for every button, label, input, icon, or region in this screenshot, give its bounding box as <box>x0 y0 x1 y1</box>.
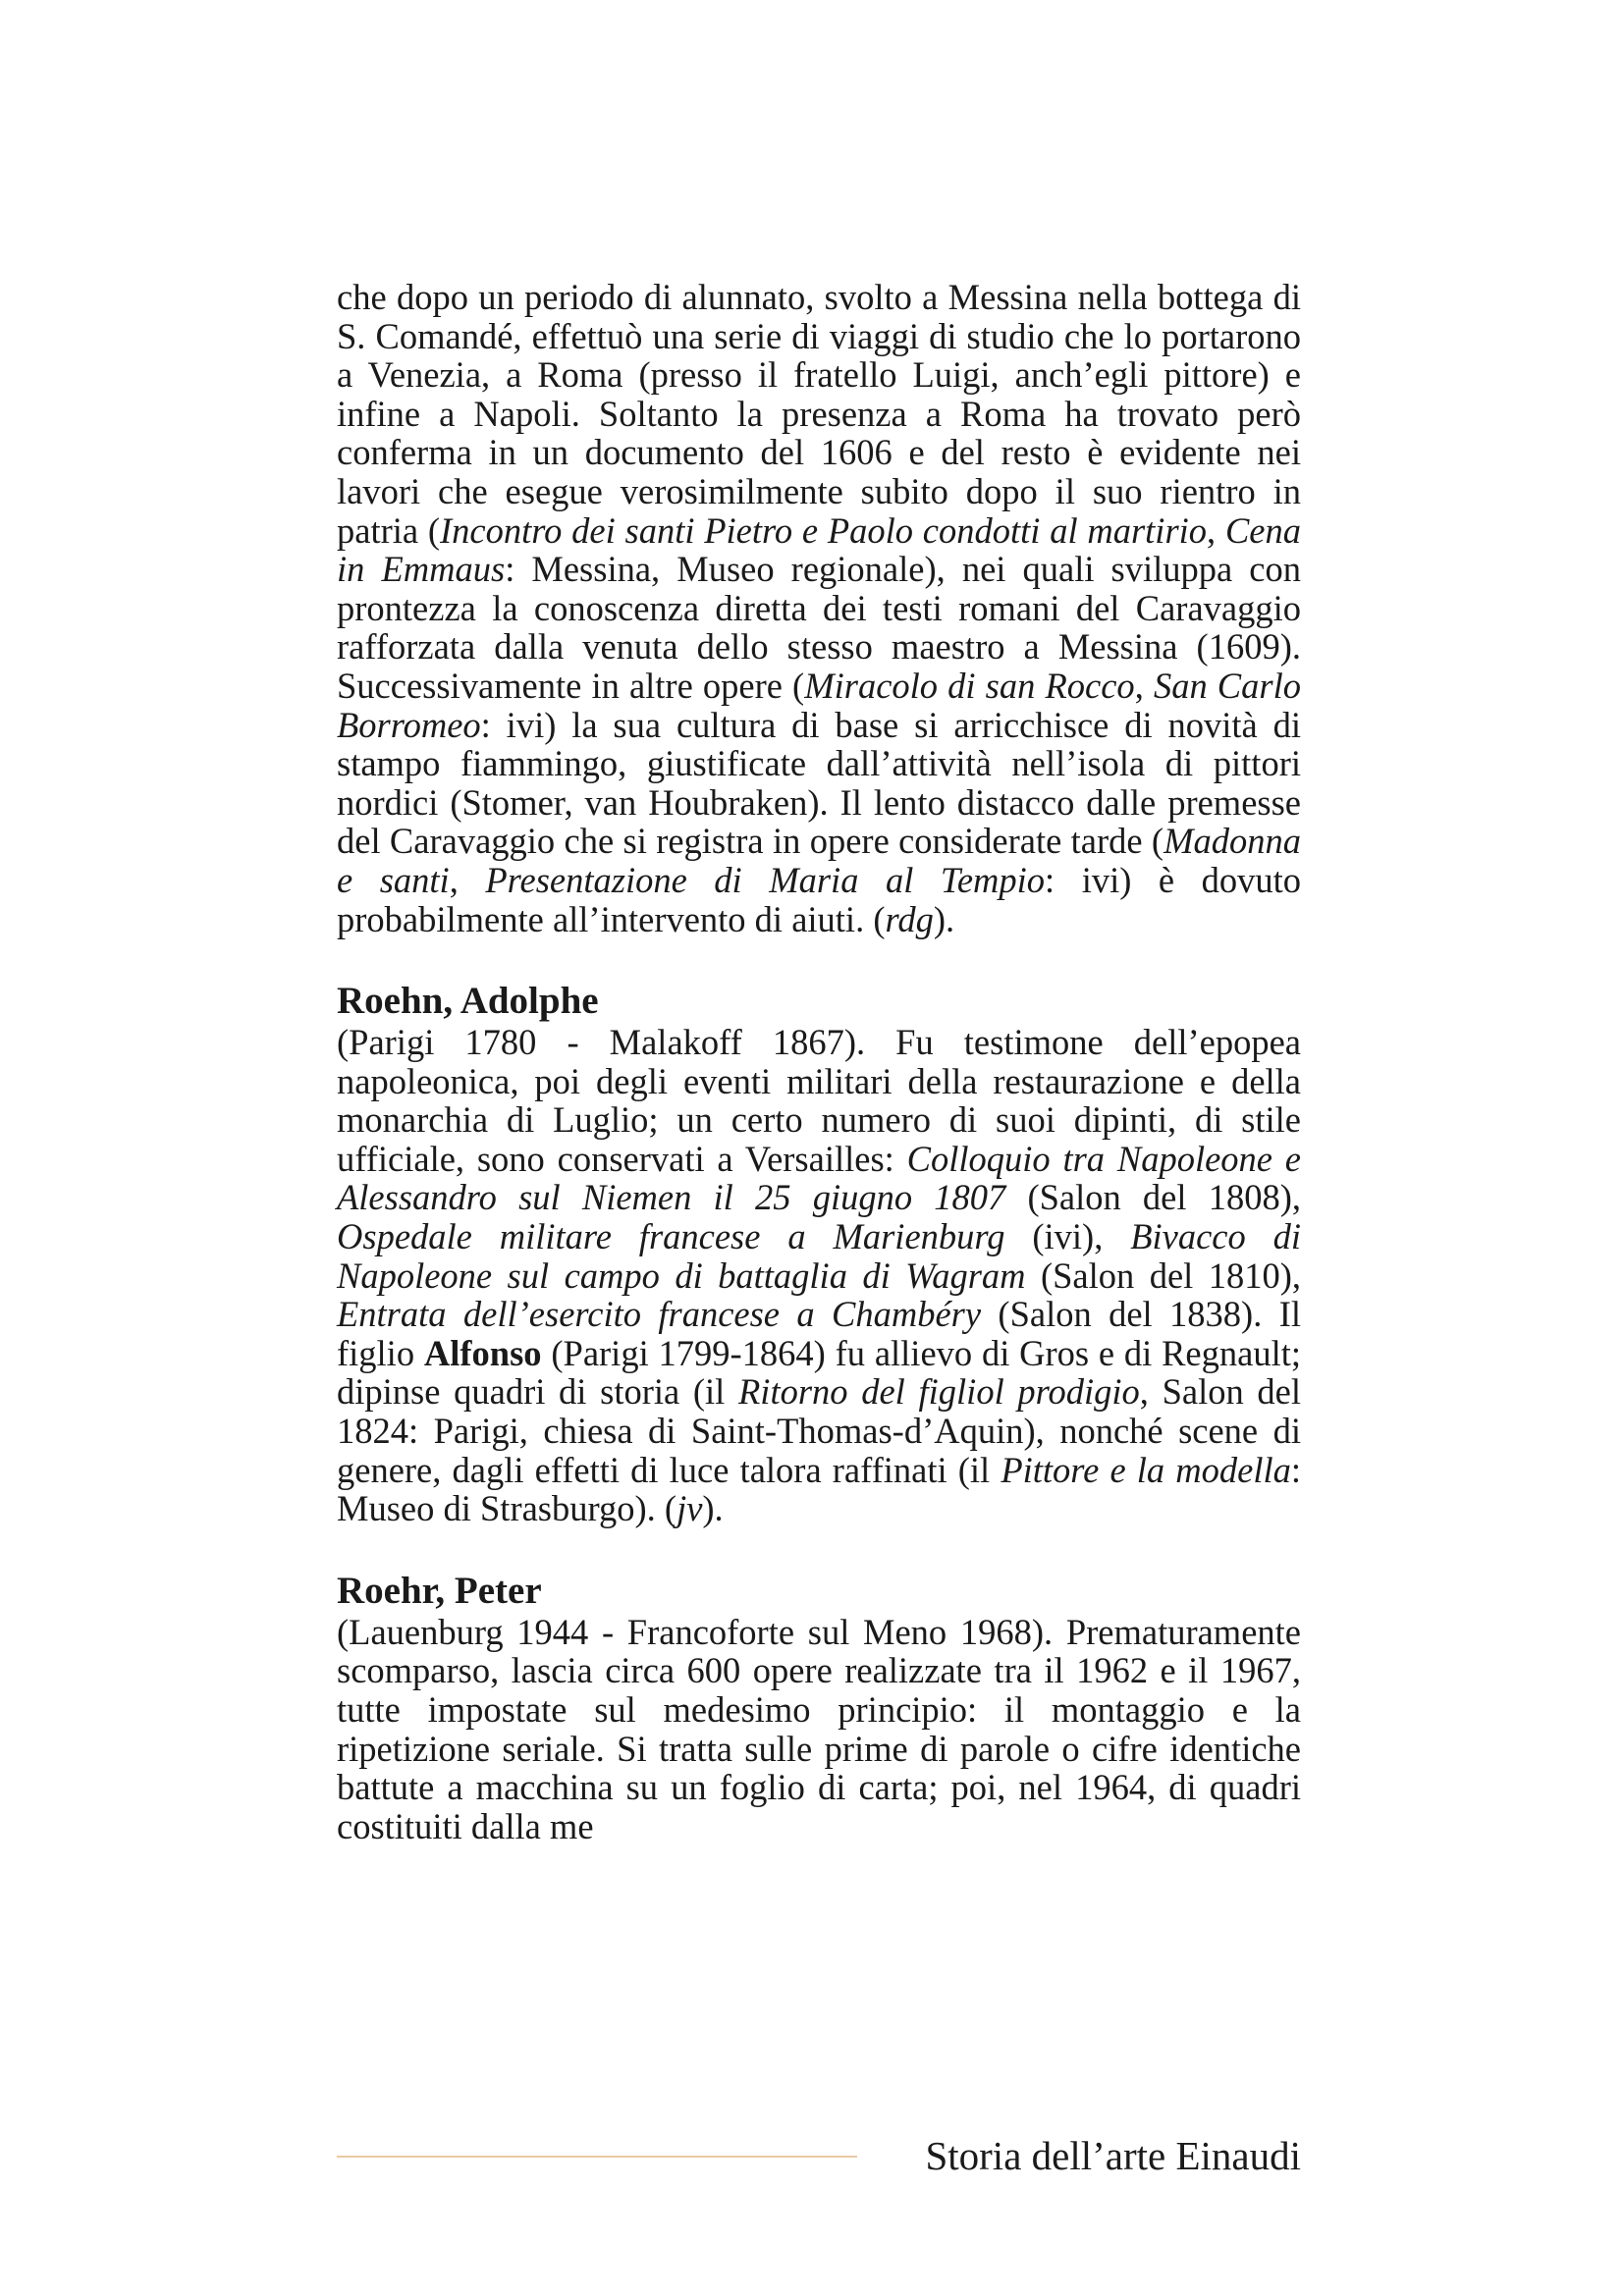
entry-body-roehr-peter <box>337 1613 1301 1846</box>
text-run: (Salon del 1810), <box>1025 1255 1301 1296</box>
text-run: ). <box>702 1488 724 1529</box>
text-run: , <box>449 859 486 900</box>
text-run: , Salon del 1824: Parigi, chiesa di Saint-Thomas-d’Aquin), nonché scene di genere, dagli effetti di luce talora raffinati (il <box>337 1371 1302 1490</box>
text-run: : ivi) la sua cultura di base si arricchisce di novità di stampo fiammingo, giustificate dall’attività nell’isola di pittori nordici (Stomer, van Houbraken). Il lento distacco dalle premesse del Caravaggio che si registra in opere considerate tarde ( <box>337 704 1301 862</box>
italic-run: Miracolo di san Rocco <box>804 665 1135 706</box>
footer-rule <box>337 2156 857 2158</box>
text-run: (Parigi 1780 - Malakoff 1867). Fu testimone dell’epopea napoleonica, poi degli eventi militari della restaurazione e della monarchia di Luglio; un certo numero di suoi dipinti, di stile ufficiale, sono conservati a Versailles: <box>337 1022 1301 1179</box>
entry-title-roehn-adolphe: Roehn, Adolphe <box>337 980 599 1023</box>
italic-run: Ritorno del figliol prodigio <box>738 1371 1140 1413</box>
italic-run: Bivacco di Napoleone sul campo di battaglia di Wagram <box>337 1216 1301 1296</box>
italic-run: Incontro dei santi Pietro e Paolo condotti al martirio <box>440 509 1208 551</box>
italic-run: Colloquio tra Napoleone e Alessandro sul Niemen il 25 giugno 1807 <box>337 1138 1301 1218</box>
entry-title-roehr-peter: Roehr, Peter <box>337 1569 542 1612</box>
italic-run: Cena in Emmaus <box>337 509 1301 590</box>
italic-run: rdg <box>885 898 934 939</box>
text-run: ). <box>933 898 955 939</box>
text-run: (Salon del 1838). Il figlio <box>337 1294 1301 1373</box>
text-run: : ivi) è dovuto probabilmente all’intervento di aiuti. ( <box>337 859 1301 939</box>
italic-run: jv <box>676 1488 703 1529</box>
bold-run: Alfonso <box>423 1332 542 1373</box>
text-run: : Museo di Strasburgo). ( <box>337 1449 1302 1529</box>
footer-publisher-label: Storia dell’arte Einaudi <box>925 2133 1301 2178</box>
italic-run: Pittore e la modella <box>1001 1449 1291 1490</box>
entry-body-roehn-adolphe <box>337 1023 1301 1528</box>
italic-run: Presentazione di Maria al Tempio <box>485 859 1046 900</box>
italic-run: Entrata dell’esercito francese a Chambéry <box>337 1294 982 1335</box>
italic-run: Madonna e santi <box>337 821 1301 900</box>
text-run: , <box>1134 665 1154 706</box>
text-run: (Salon del 1808), <box>1005 1177 1301 1218</box>
page-body <box>337 278 1301 1845</box>
italic-run: Ospedale militare francese a Marienburg <box>337 1216 1005 1257</box>
italic-run: San Carlo Borromeo <box>337 665 1301 745</box>
text-run: (Lauenburg 1944 - Francoforte sul Meno 1968). Prematuramente scomparso, lascia circa 600 opere realizzate tra il 1962 e il 1967, tutte impostate sul medesimo principio: il montaggio e la ripetizione seriale. Si tratta sulle prime di parole o cifre identiche battute a macchina su un foglio di carta; poi, nel 1964, di quadri costituiti dalla me <box>337 1611 1301 1846</box>
text-run: che dopo un periodo di alunnato, svolto a Messina nella bottega di S. Comandé, effettuò una serie di viaggi di studio che lo portarono a Venezia, a Roma (presso il fratello Luigi, anch’egli pittore) e infine a Napoli. Soltanto la presenza a Roma ha trovato però conferma in un documento del 1606 e del resto è evidente nei lavori che esegue verosimilmente subito dopo il suo rientro in patria ( <box>337 277 1301 551</box>
text-run: (ivi), <box>1004 1216 1131 1257</box>
continuation-paragraph <box>337 278 1301 938</box>
text-run: : Messina, Museo regionale), nei quali sviluppa con prontezza la conoscenza diretta dei testi romani del Caravaggio rafforzata dalla venuta dello stesso maestro a Messina (1609). Successivamente in altre opere ( <box>337 549 1302 706</box>
text-run: (Parigi 1799-1864) fu allievo di Gros e di Regnault; dipinse quadri di storia (il <box>337 1332 1302 1413</box>
text-run: , <box>1207 509 1225 551</box>
